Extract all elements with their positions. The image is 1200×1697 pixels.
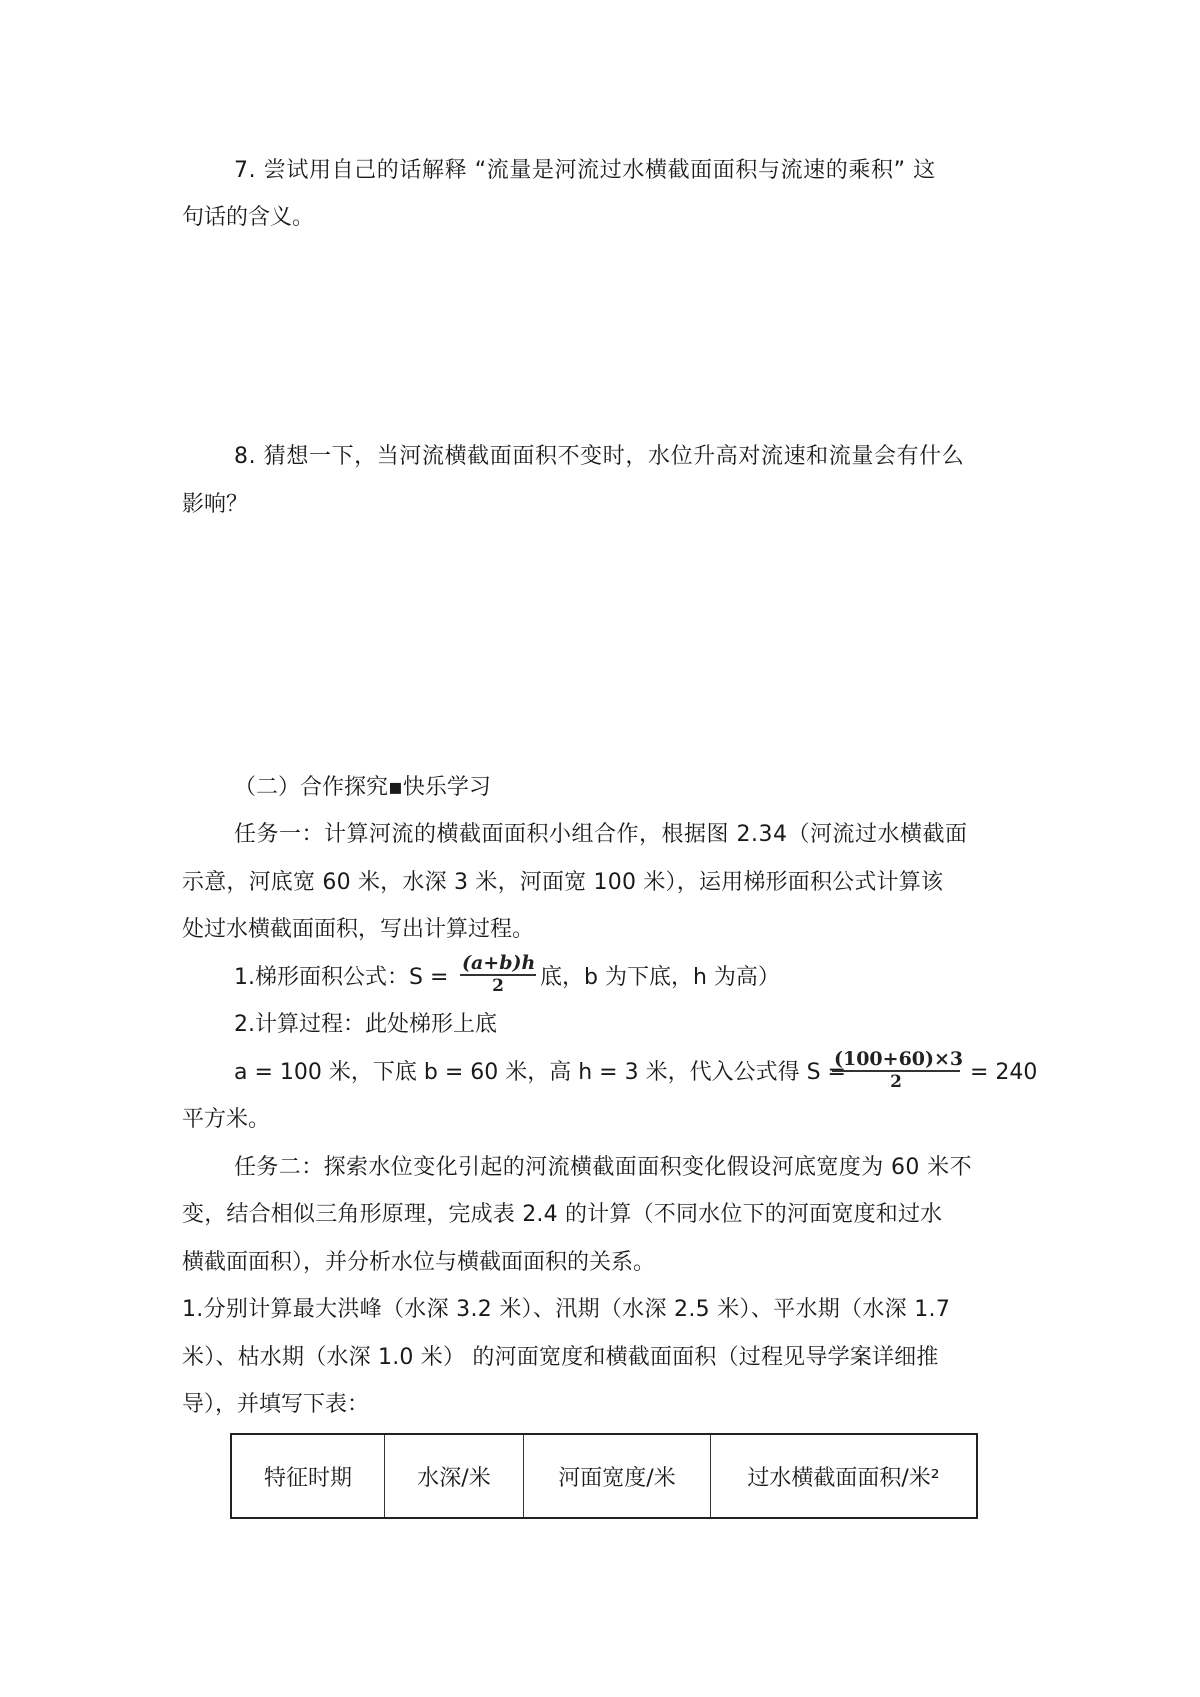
fraction-denominator: 2 [492, 976, 504, 996]
section-title: （二）合作探究▪快乐学习 [234, 775, 491, 800]
question-7-line-2: 句话的含义。 [182, 205, 315, 230]
table-header-row [231, 1434, 977, 1518]
fraction-numerator: (a+b)h [462, 952, 536, 974]
table-header-area: 过水横截面面积/米² [711, 1434, 978, 1518]
calc-fraction-numerator: (100+60)×3 [834, 1048, 964, 1070]
calc-unit: 平方米。 [182, 1107, 271, 1132]
task-1-line-1: 任务一：计算河流的横截面面积小组合作，根据图 2.34（河流过水横截面 [234, 822, 968, 847]
task-2-item-1-line-3: 导），并填写下表： [182, 1392, 370, 1417]
task-2-line-1: 任务二：探索水位变化引起的河流横截面面积变化假设河底宽度为 60 米不 [234, 1155, 972, 1180]
formula-suffix: 底，b 为下底，h 为高） [540, 965, 780, 990]
question-8-line-1: 8. 猜想一下，当河流横截面面积不变时，水位升高对流速和流量会有什么 [234, 444, 965, 469]
task-1-line-3: 处过水横截面面积，写出计算过程。 [182, 917, 535, 942]
table-header-period: 特征时期 [231, 1434, 385, 1518]
task-2-line-3: 横截面面积），并分析水位与横截面面积的关系。 [182, 1250, 656, 1275]
calc-step-2: 2.计算过程：此处梯形上底 [234, 1012, 497, 1037]
task-2-line-2: 变，结合相似三角形原理，完成表 2.4 的计算（不同水位下的河面宽度和过水 [182, 1202, 943, 1227]
calc-line: a = 100 米，下底 b = 60 米，高 h = 3 米，代入公式得 S = [234, 1060, 846, 1085]
table-header-depth: 水深/米 [385, 1434, 524, 1518]
question-7-line-1: 7. 尝试用自己的话解释 “流量是河流过水横截面面积与流速的乘积” 这 [234, 158, 936, 183]
calc-fraction [832, 1048, 964, 1092]
question-8-line-2: 影响？ [182, 492, 249, 517]
calc-result: = 240 [970, 1060, 1038, 1085]
task-2-item-1-line-1: 1.分别计算最大洪峰（水深 3.2 米）、汛期（水深 2.5 米）、平水期（水深 1.7 [182, 1297, 951, 1322]
calc-fraction-denominator: 2 [890, 1072, 902, 1092]
water-level-table [230, 1433, 978, 1519]
table-header-width: 河面宽度/米 [524, 1434, 711, 1518]
task-1-line-2: 示意，河底宽 60 米，水深 3 米，河面宽 100 米），运用梯形面积公式计算该 [182, 870, 944, 895]
task-2-item-1-line-2: 米）、枯水期（水深 1.0 米） 的河面宽度和横截面面积（过程见导学案详细推 [182, 1345, 939, 1370]
trapezoid-area-fraction [460, 952, 536, 996]
formula-prefix: 1.梯形面积公式：S = [234, 965, 449, 990]
